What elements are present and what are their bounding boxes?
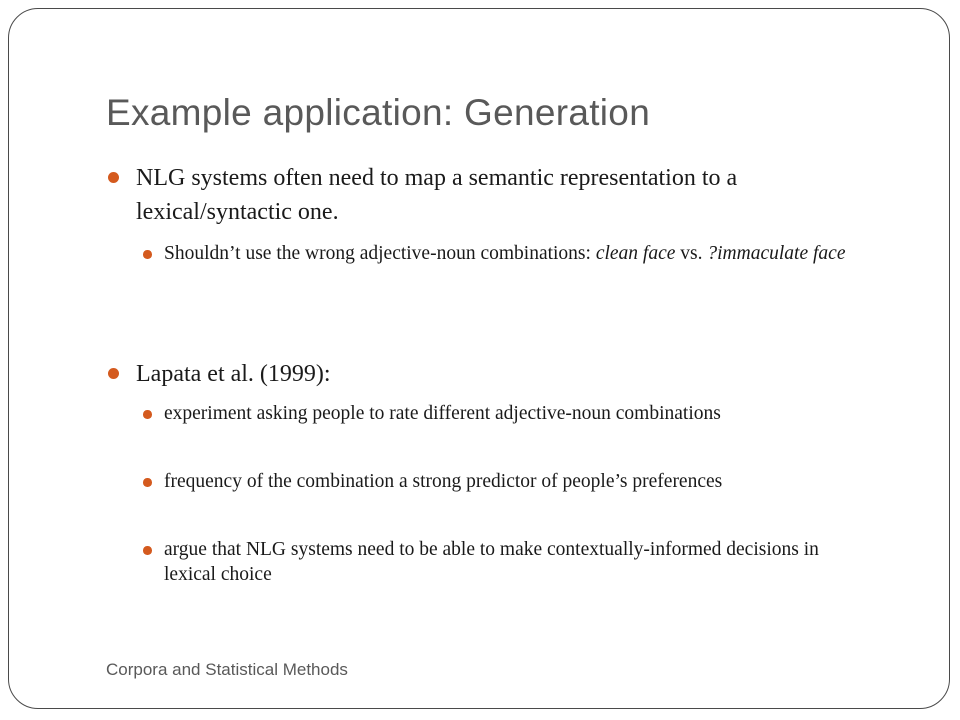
bullet-dot-icon: [143, 250, 152, 259]
sub-bullet-text: experiment asking people to rate different adjective-noun combinations: [164, 403, 721, 424]
sub-bullet-argue: [164, 537, 864, 587]
bullet-dot-icon: [108, 368, 119, 379]
bullet-nlg-systems: [136, 161, 896, 229]
sub-bullet-experiment: [164, 401, 864, 426]
bullet-dot-icon: [143, 546, 152, 555]
bullet-dot-icon: [143, 410, 152, 419]
sub-bullet-text: frequency of the combination a strong predictor of people’s preferences: [164, 471, 723, 492]
sub-bullet-vs: vs.: [675, 243, 708, 264]
bullet-text: NLG systems often need to map a semantic representation to a lexical/syntactic one.: [136, 165, 738, 225]
bullet-dot-icon: [143, 478, 152, 487]
bullet-lapata: [136, 357, 896, 391]
sub-bullet-adjective-noun: [164, 241, 894, 266]
sub-bullet-prefix: Shouldn’t use the wrong adjective-noun combinations:: [164, 243, 596, 264]
slide-title: Example application: Generation: [106, 92, 651, 133]
example-clean-face: clean face: [595, 243, 676, 264]
slide-footer: Corpora and Statistical Methods: [106, 660, 348, 679]
sub-bullet-text: argue that NLG systems need to be able to make contextually-informed decisions in lexical choice: [164, 539, 819, 585]
sub-bullet-frequency: [164, 469, 864, 494]
bullet-text: Lapata et al. (1999):: [136, 361, 331, 387]
bullet-dot-icon: [108, 172, 119, 183]
example-immaculate-face: ?immaculate face: [707, 243, 846, 264]
